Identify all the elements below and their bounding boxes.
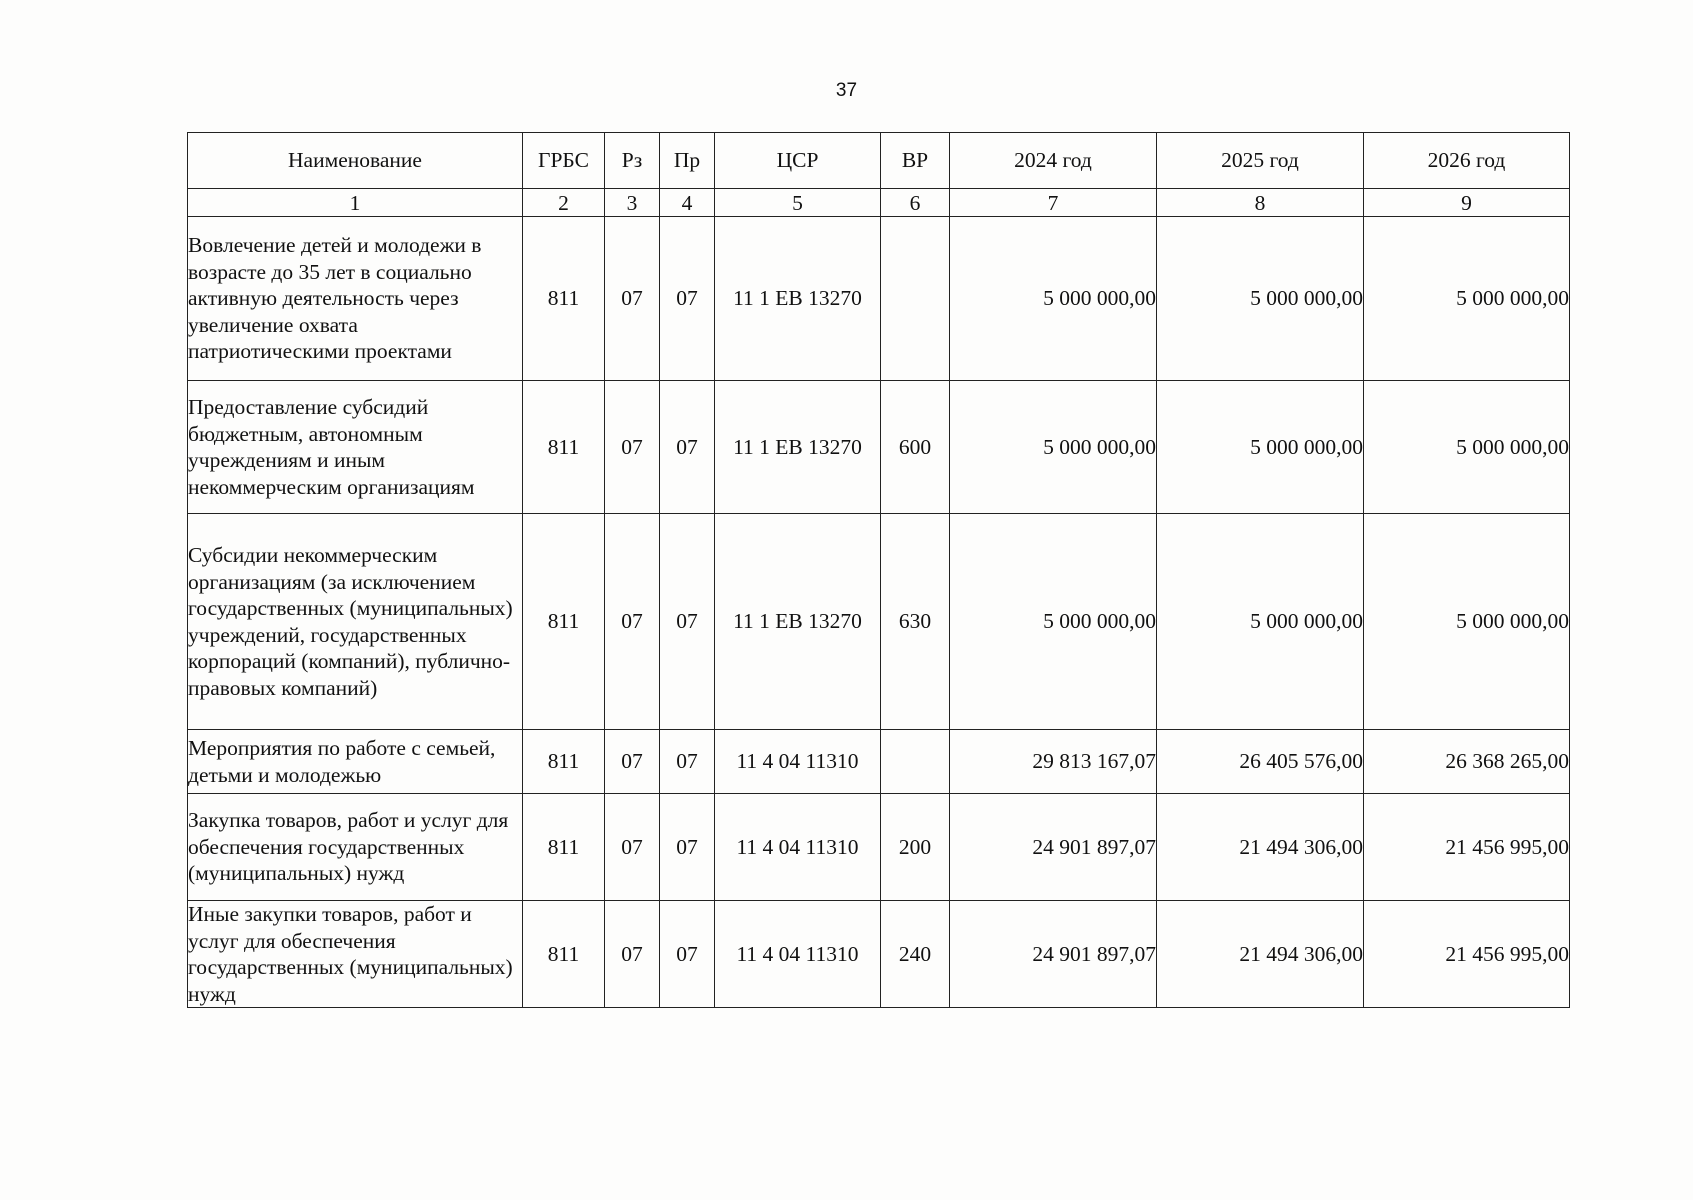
row-vr: 600 (881, 381, 950, 514)
row-name: Субсидии некоммерческим организациям (за исключением государственных (муниципальных) учреждений, государственных корпораций (компаний), публично-правовых компаний) (188, 514, 523, 730)
table-row (188, 514, 1570, 730)
row-vr: 240 (881, 901, 950, 1008)
row-vr: 200 (881, 794, 950, 901)
row-amount-2024: 5 000 000,00 (950, 514, 1157, 730)
row-amount-2026: 5 000 000,00 (1364, 514, 1570, 730)
row-csr: 11 1 EB 13270 (715, 381, 881, 514)
row-vr: 630 (881, 514, 950, 730)
row-amount-2026: 21 456 995,00 (1364, 901, 1570, 1008)
row-vr (881, 730, 950, 794)
column-number: 1 (188, 189, 523, 217)
row-amount-2024: 29 813 167,07 (950, 730, 1157, 794)
row-csr: 11 1 EB 13270 (715, 514, 881, 730)
header-name: Наименование (188, 133, 523, 189)
row-pr: 07 (660, 730, 715, 794)
row-csr: 11 4 04 11310 (715, 794, 881, 901)
header-row (188, 133, 1570, 189)
row-amount-2025: 26 405 576,00 (1157, 730, 1364, 794)
row-grbs: 811 (523, 730, 605, 794)
table-row (188, 217, 1570, 381)
row-amount-2024: 24 901 897,07 (950, 901, 1157, 1008)
row-vr (881, 217, 950, 381)
row-pr: 07 (660, 381, 715, 514)
row-name: Вовлечение детей и молодежи в возрасте до 35 лет в социально активную деятельность через увеличение охвата патриотическими проектами (188, 217, 523, 381)
row-amount-2024: 5 000 000,00 (950, 217, 1157, 381)
row-amount-2026: 21 456 995,00 (1364, 794, 1570, 901)
column-number: 2 (523, 189, 605, 217)
header-2025: 2025 год (1157, 133, 1364, 189)
row-rz: 07 (605, 794, 660, 901)
row-csr: 11 4 04 11310 (715, 730, 881, 794)
row-grbs: 811 (523, 901, 605, 1008)
header-rz: Рз (605, 133, 660, 189)
column-number: 6 (881, 189, 950, 217)
column-number: 4 (660, 189, 715, 217)
column-number: 7 (950, 189, 1157, 217)
row-amount-2024: 5 000 000,00 (950, 381, 1157, 514)
header-vr: ВР (881, 133, 950, 189)
row-amount-2025: 5 000 000,00 (1157, 514, 1364, 730)
column-number: 3 (605, 189, 660, 217)
column-number: 8 (1157, 189, 1364, 217)
page-number: 37 (835, 80, 858, 101)
row-name: Мероприятия по работе с семьей, детьми и молодежью (188, 730, 523, 794)
header-2024: 2024 год (950, 133, 1157, 189)
row-pr: 07 (660, 514, 715, 730)
row-rz: 07 (605, 514, 660, 730)
header-2026: 2026 год (1364, 133, 1570, 189)
budget-table (187, 132, 1570, 1008)
row-amount-2025: 21 494 306,00 (1157, 794, 1364, 901)
row-rz: 07 (605, 901, 660, 1008)
row-name: Закупка товаров, работ и услуг для обеспечения государственных (муниципальных) нужд (188, 794, 523, 901)
row-grbs: 811 (523, 514, 605, 730)
table-row (188, 794, 1570, 901)
row-rz: 07 (605, 217, 660, 381)
row-amount-2025: 21 494 306,00 (1157, 901, 1364, 1008)
column-number: 9 (1364, 189, 1570, 217)
row-pr: 07 (660, 794, 715, 901)
row-name: Иные закупки товаров, работ и услуг для обеспечения государственных (муниципальных) нужд (188, 901, 523, 1008)
header-pr: Пр (660, 133, 715, 189)
row-csr: 11 1 EB 13270 (715, 217, 881, 381)
row-rz: 07 (605, 730, 660, 794)
row-pr: 07 (660, 217, 715, 381)
row-amount-2026: 5 000 000,00 (1364, 381, 1570, 514)
row-rz: 07 (605, 381, 660, 514)
table-row (188, 730, 1570, 794)
row-amount-2024: 24 901 897,07 (950, 794, 1157, 901)
row-name: Предоставление субсидий бюджетным, автономным учреждениям и иным некоммерческим организациям (188, 381, 523, 514)
header-grbs: ГРБС (523, 133, 605, 189)
header-csr: ЦСР (715, 133, 881, 189)
row-amount-2026: 5 000 000,00 (1364, 217, 1570, 381)
row-csr: 11 4 04 11310 (715, 901, 881, 1008)
row-amount-2025: 5 000 000,00 (1157, 217, 1364, 381)
row-pr: 07 (660, 901, 715, 1008)
column-number-row (188, 189, 1570, 217)
row-amount-2025: 5 000 000,00 (1157, 381, 1364, 514)
table-row (188, 901, 1570, 1008)
column-number: 5 (715, 189, 881, 217)
row-grbs: 811 (523, 217, 605, 381)
table-row (188, 381, 1570, 514)
row-grbs: 811 (523, 381, 605, 514)
row-grbs: 811 (523, 794, 605, 901)
row-amount-2026: 26 368 265,00 (1364, 730, 1570, 794)
